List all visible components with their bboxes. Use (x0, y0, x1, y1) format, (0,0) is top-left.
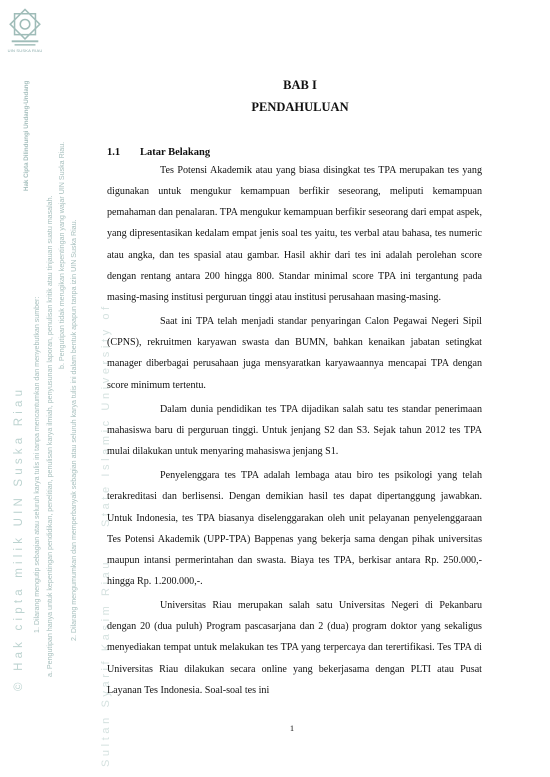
paragraph: Tes Potensi Akademik atau yang biasa disingkat tes TPA merupakan tes yang digunakan untuk mengukur kemampuan berfikir seseorang, meliputi kemampuan pemahaman dan penalaran. TPA mengukur kemampuan berfikir seseorang dari empat aspek, yang dipresentasikan kedalam empat jenis soal tes yaitu, tes verbal atau bahasa, tes numeric atau angka, dan tes spasial atau gambar. Hasil akhir dari tes ini adalah perolehan score dengan rentang antara 200 hingga 800. Standar minimal score TPA ini tergantung pada masing-masing institusi perguruan tinggi atau institusi perusahaan masing-masing. (107, 165, 482, 303)
watermark-line-1: State Islamic University of (100, 303, 112, 527)
logo-caption: UIN SUSKA RIAU (7, 48, 43, 53)
copyright-law-title: Hak Cipta Dilindungi Undang-Undang (23, 80, 30, 191)
section-number: 1.1 (107, 147, 121, 158)
copyright-notice: © Hak cipta milik UIN Suska Riau (13, 385, 25, 691)
chapter-heading: BAB I (283, 78, 317, 92)
body-text (107, 160, 482, 701)
watermark-line-2: Sultan Syarif Kasim Riau (100, 558, 112, 767)
paragraph: Universitas Riau merupakan salah satu Universitas Negeri di Pekanbaru dengan 20 (dua puluh) Program pascasarjana dan 2 (dua) program doktor yang sekaligus menyediakan tempat untuk melakukan tes TPA yang terpercaya dan terertifikasi. Tes TPA di Universitas Riau dilakukan secara online yang bekerjasama dengan PLTI atau Pusat Layanan Tes Indonesia. Soal-soal tes ini (107, 600, 482, 696)
section-title: Latar Belakang (140, 147, 211, 158)
chapter-title: PENDAHULUAN (251, 100, 349, 114)
paragraph: Saat ini TPA telah menjadi standar penyaringan Calon Pegawai Negeri Sipil (CPNS), rekruitmen karyawan swasta dan BUMN, bahkan kenaikan jabatan setingkat manager diberbagai perusahaan juga mensyaratkan karyawaannya mencapai TPA dengan score minimum tertentu. (107, 316, 482, 391)
copyright-rule-1b: b. Pengutipan tidak merugikan kepentingan yang wajar UIN Suska Riau. (58, 141, 66, 369)
copyright-rule-1a: a. Pengutipan hanya untuk kepentingan pendidikan, penelitian, penulisan karya ilmiah, penyusunan laporan, penulisan kritik atau tinjauan suatu masalah. (46, 195, 54, 677)
section-heading (107, 147, 210, 158)
copyright-rule-1: 1. Dilarang mengutip sebagian atau seluruh karya tulis ini tanpa mencantumkan dan menyebutkan sumber: (33, 296, 41, 633)
copyright-rule-2: 2. Dilarang mengumumkan dan memperbanyak sebagian atau seluruh karya tulis ini dalam bentuk apapun tanpa izin UIN Suska Riau. (70, 219, 78, 641)
paragraph: Penyelenggara tes TPA adalah lembaga atau biro tes psikologi yang telah terakreditasi dan berlisensi. Dengan demikian hasil tes dapat dipertanggung jawabkan. Untuk Indonesia, tes TPA biasanya diselenggarakan oleh unit pelayanan penyelenggaraan Tes Potensi Akademik (UPP-TPA) Bappenas yang bekerja sama dengan pihak universitas maupun intansi permerintahan dan swasta. Biaya tes TPA, berkisar antara Rp. 250.000,- hingga Rp. 1.200.000,-. (107, 470, 482, 587)
paragraph: Dalam dunia pendidikan tes TPA dijadikan salah satu tes standar penerimaan mahasiswa baru di perguruan tinggi. Untuk jenjang S2 dan S3. Sejak tahun 2012 tes TPA mulai dilakukan untuk menyaring mahasiswa jenjang S1. (107, 403, 482, 458)
page-number: 1 (289, 723, 295, 733)
